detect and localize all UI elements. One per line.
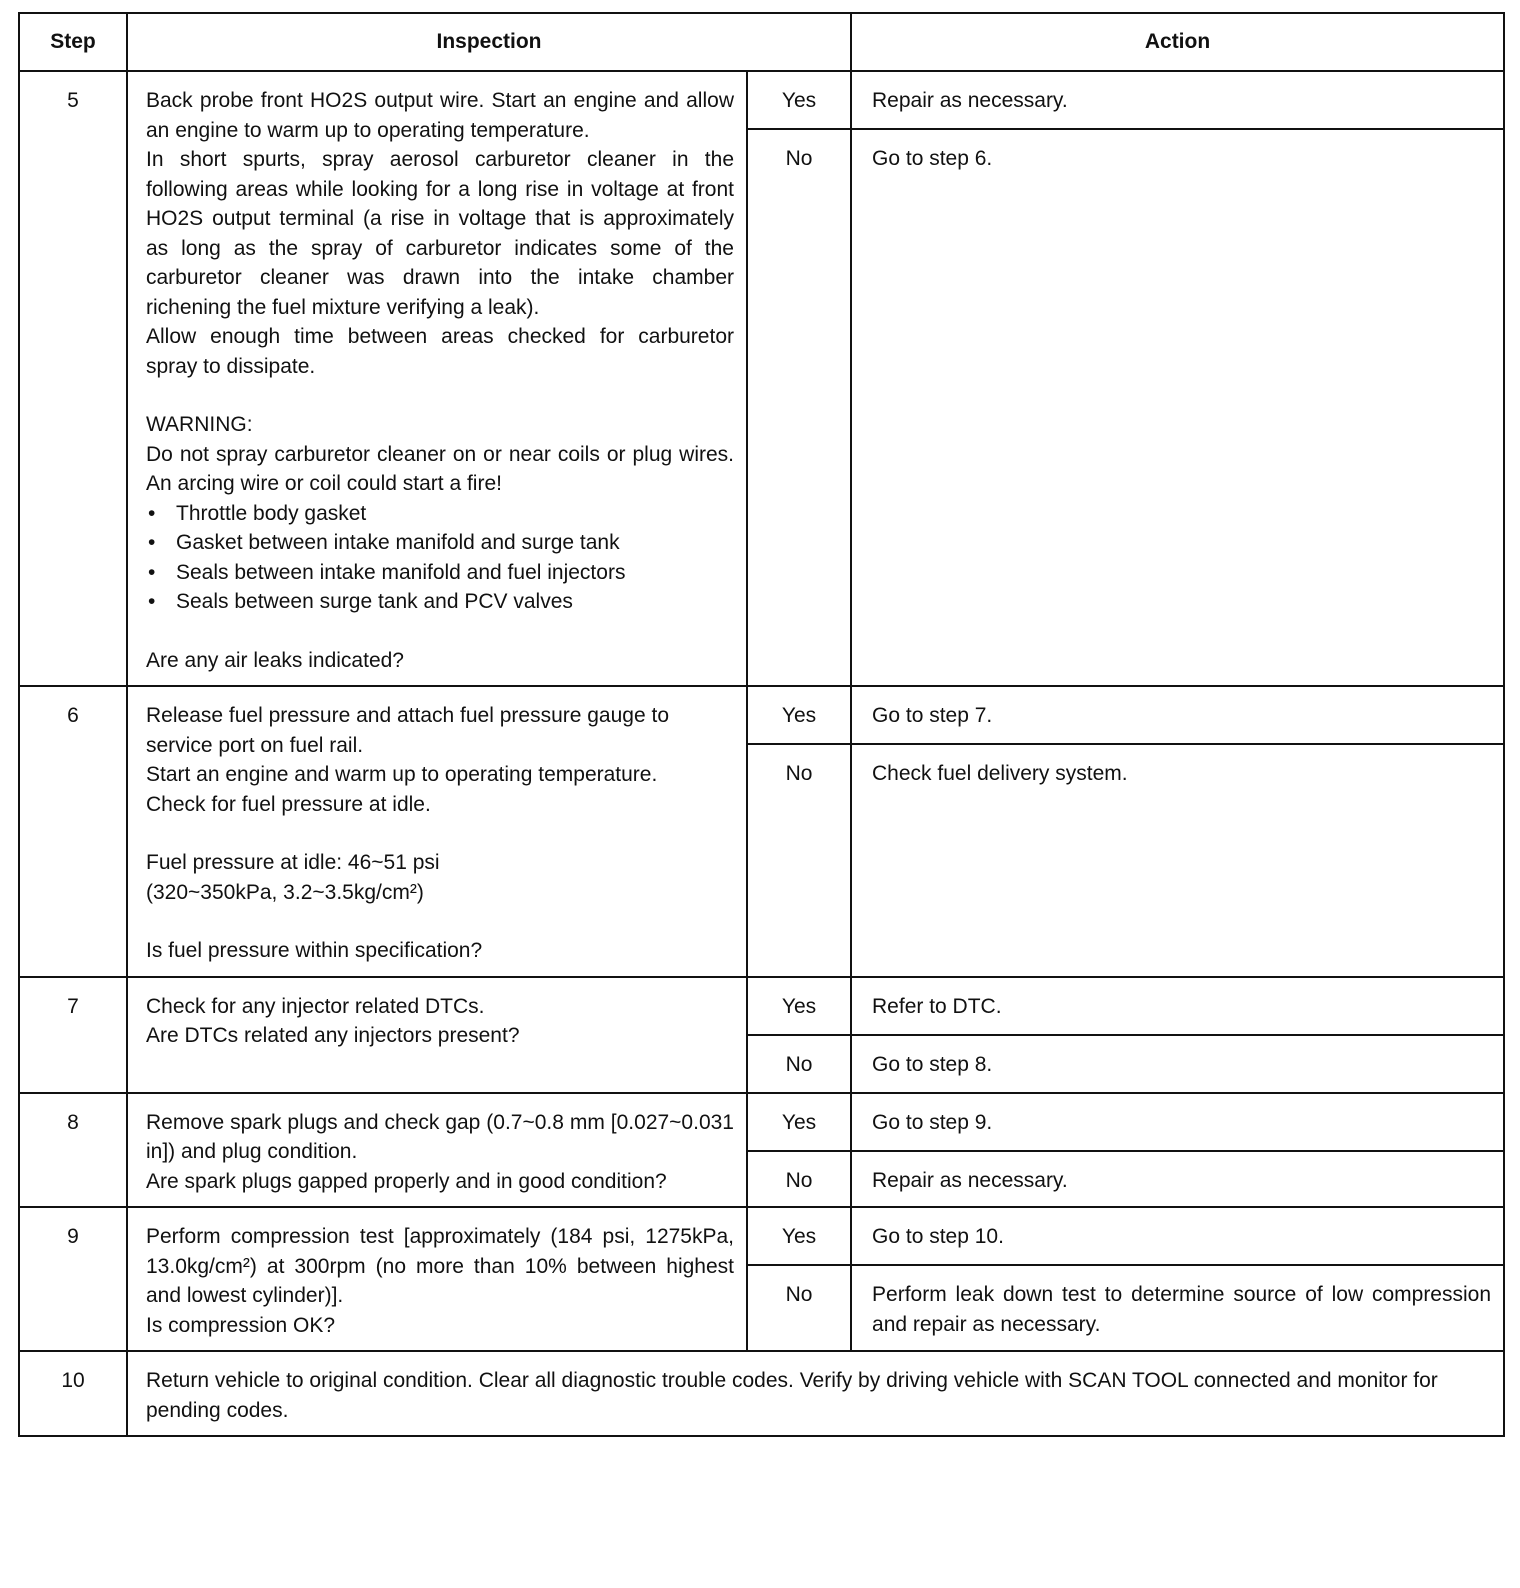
spec-text: (320~350kPa, 3.2~3.5kg/cm²) (146, 880, 424, 904)
yes-action: Repair as necessary. (851, 71, 1504, 129)
final-step-text: Return vehicle to original condition. Clear all diagnostic trouble codes. Verify by driving vehicle with SCAN TOOL connected and monitor for pending codes. (127, 1351, 1504, 1436)
no-action: Go to step 8. (851, 1035, 1504, 1093)
inspection-cell (127, 977, 747, 1093)
header-step: Step (19, 13, 127, 71)
step-number: 7 (19, 977, 127, 1093)
yes-action: Go to step 10. (851, 1207, 1504, 1265)
inspection-text: Check for fuel pressure at idle. (146, 792, 431, 816)
yes-label: Yes (747, 71, 851, 129)
warning-text: Do not spray carburetor cleaner on or near coils or plug wires. An arcing wire or coil could start a fire! (146, 442, 734, 495)
inspection-text: In short spurts, spray aerosol carburetor cleaner in the following areas while looking for a long rise in voltage at front HO2S output terminal (a rise in voltage that is approximately as long as the spray of carburetor indicates some of the carburetor cleaner was drawn into the intake chamber richening the fuel mixture verifying a leak). (146, 148, 734, 319)
inspection-text: Perform compression test [approximately (184 psi, 1275kPa, 13.0kg/cm²) at 300rpm (no more than 10% between highest and lowest cylinder)]. (146, 1225, 734, 1307)
yes-label: Yes (747, 1207, 851, 1265)
inspection-question: Is fuel pressure within specification? (146, 939, 483, 962)
step-number: 8 (19, 1093, 127, 1208)
inspection-cell (127, 1093, 747, 1208)
step-number: 9 (19, 1207, 127, 1351)
table-row (19, 71, 1504, 129)
no-action: Check fuel delivery system. (851, 744, 1504, 977)
step-number: 6 (19, 686, 127, 977)
inspection-text: Release fuel pressure and attach fuel pressure gauge to service port on fuel rail. (146, 704, 670, 757)
no-label: No (747, 744, 851, 977)
step-number: 10 (19, 1351, 127, 1436)
list-item: • Seals between intake manifold and fuel injectors (176, 558, 734, 588)
inspection-question: Are spark plugs gapped properly and in good condition? (146, 1169, 667, 1193)
inspection-cell (127, 71, 747, 686)
table-row (19, 686, 1504, 744)
no-label: No (747, 1151, 851, 1208)
no-label: No (747, 1035, 851, 1093)
no-action: Perform leak down test to determine source of low compression and repair as necessary. (851, 1265, 1504, 1351)
inspection-question: Are any air leaks indicated? (146, 648, 404, 672)
inspection-text: Allow enough time between areas checked for carburetor spray to dissipate. (146, 325, 734, 378)
list-item: • Gasket between intake manifold and surge tank (176, 528, 734, 558)
inspection-cell (127, 1207, 747, 1351)
table-row (19, 1093, 1504, 1151)
yes-label: Yes (747, 977, 851, 1035)
header-row (19, 13, 1504, 71)
inspection-question: Is compression OK? (146, 1313, 336, 1337)
no-label: No (747, 1265, 851, 1351)
spec-text: Fuel pressure at idle: 46~51 psi (146, 851, 440, 874)
list-item: • Seals between surge tank and PCV valves (176, 587, 734, 617)
inspection-text: Check for any injector related DTCs. (146, 994, 485, 1018)
no-label: No (747, 129, 851, 686)
header-action: Action (851, 13, 1504, 71)
inspection-text: Back probe front HO2S output wire. Start an engine and allow an engine to warm up to operating temperature. (146, 89, 734, 142)
inspection-text: Start an engine and warm up to operating temperature. (146, 763, 658, 786)
yes-action: Go to step 7. (851, 686, 1504, 744)
warning-title: WARNING: (146, 413, 253, 436)
header-inspection: Inspection (127, 13, 851, 71)
yes-action: Go to step 9. (851, 1093, 1504, 1151)
inspection-bullets (146, 499, 734, 617)
yes-label: Yes (747, 686, 851, 744)
table-row (19, 1207, 1504, 1265)
inspection-question: Are DTCs related any injectors present? (146, 1024, 520, 1047)
yes-label: Yes (747, 1093, 851, 1151)
no-action: Repair as necessary. (851, 1151, 1504, 1208)
table-row (19, 977, 1504, 1035)
no-action: Go to step 6. (851, 129, 1504, 686)
list-item: • Throttle body gasket (176, 499, 734, 529)
diagnostic-table (18, 12, 1505, 1437)
inspection-cell (127, 686, 747, 977)
step-number: 5 (19, 71, 127, 686)
table-row (19, 1351, 1504, 1436)
inspection-text: Remove spark plugs and check gap (0.7~0.8 mm [0.027~0.031 in]) and plug condition. (146, 1110, 734, 1163)
yes-action: Refer to DTC. (851, 977, 1504, 1035)
